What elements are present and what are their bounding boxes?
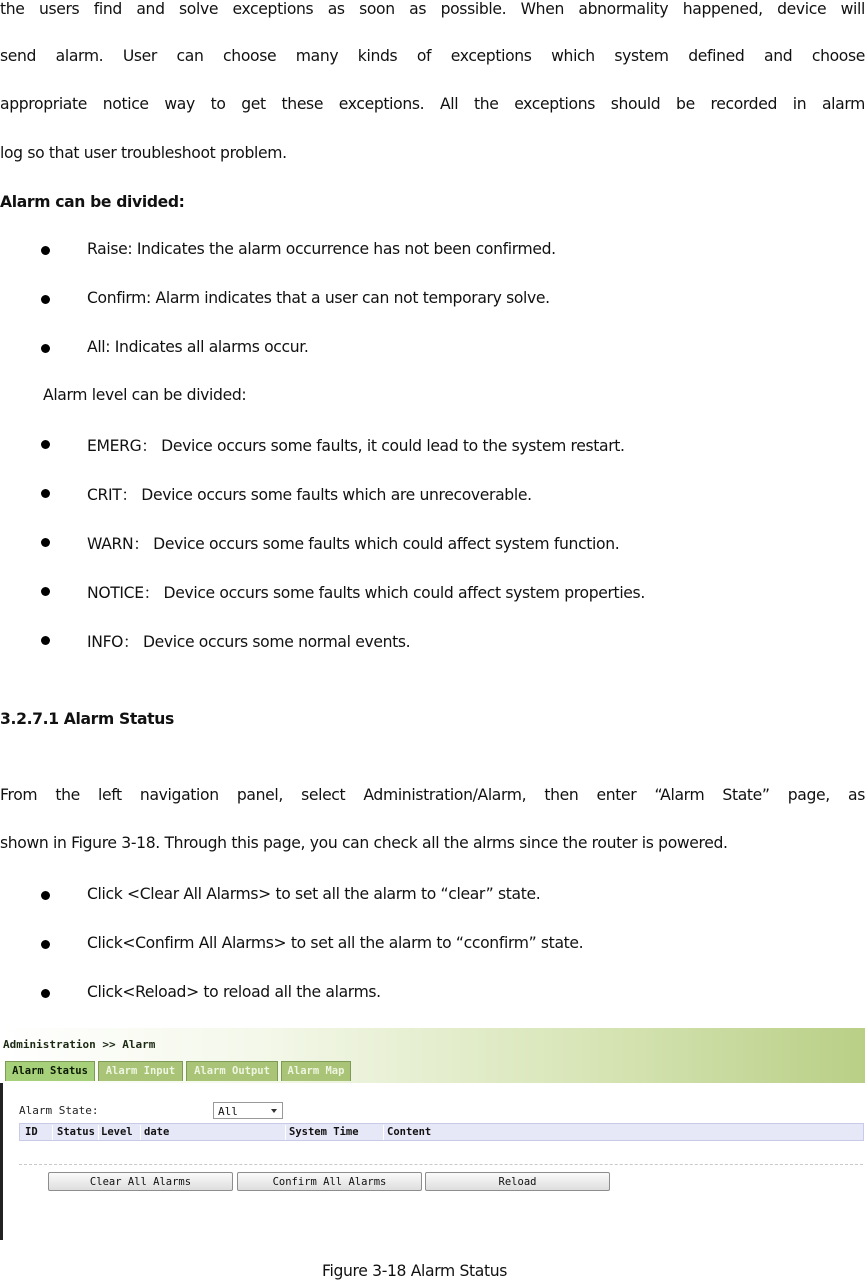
bullet-icon [41, 295, 50, 304]
level-crit: CRIT： Device occurs some faults which are unrecoverable. [87, 486, 532, 504]
bullet-icon [41, 587, 50, 596]
tab-alarm-map[interactable]: Alarm Map [281, 1061, 351, 1081]
alarm-type-confirm: Confirm: Alarm indicates that a user can not temporary solve. [87, 289, 550, 307]
level-emerg: EMERG： Device occurs some faults, it could lead to the system restart. [87, 437, 625, 455]
col-content: Content [387, 1126, 432, 1138]
level-warn: WARN： Device occurs some faults which could affect system function. [87, 535, 620, 553]
action-confirm: Click<Confirm All Alarms> to set all the alarm to “cconfirm” state. [87, 934, 584, 952]
bullet-icon [41, 246, 50, 255]
alarm-type-raise: Raise: Indicates the alarm occurrence has not been confirmed. [87, 240, 556, 258]
alarm-state-select[interactable] [213, 1102, 283, 1119]
divider [19, 1164, 865, 1165]
tab-alarm-status[interactable]: Alarm Status [5, 1061, 95, 1081]
bullet-icon [41, 636, 50, 645]
section-line-2: shown in Figure 3-18. Through this page, you can check all the alrms since the router is powered. [0, 834, 728, 852]
bullet-icon [41, 344, 50, 353]
col-level: Level [101, 1126, 133, 1138]
reload-button[interactable]: Reload [425, 1172, 610, 1191]
bullet-icon [41, 989, 50, 998]
figure-caption: Figure 3-18 Alarm Status [322, 1262, 508, 1280]
column-separator [285, 1125, 286, 1140]
bullet-icon [41, 940, 50, 949]
level-notice: NOTICE： Device occurs some faults which could affect system properties. [87, 584, 645, 602]
alarm-type-all: All: Indicates all alarms occur. [87, 338, 309, 356]
col-date: date [144, 1126, 170, 1138]
confirm-all-alarms-button[interactable]: Confirm All Alarms [237, 1172, 422, 1191]
breadcrumb: Administration >> Alarm [3, 1038, 156, 1051]
tab-alarm-output[interactable]: Alarm Output [186, 1061, 278, 1081]
clear-all-alarms-button[interactable]: Clear All Alarms [48, 1172, 233, 1191]
screenshot-header [0, 1028, 865, 1083]
tab-alarm-input[interactable]: Alarm Input [98, 1061, 183, 1081]
intro-line-3: appropriate notice way to get these exceptions. All the exceptions should be recorded in alarm [0, 95, 865, 113]
intro-line-1: the users find and solve exceptions as soon as possible. When abnormality happened, device will [0, 0, 865, 18]
action-reload: Click<Reload> to reload all the alarms. [87, 983, 381, 1001]
alarm-state-label: Alarm State: [19, 1104, 99, 1117]
column-separator [52, 1125, 53, 1140]
level-heading: Alarm level can be divided: [43, 386, 247, 404]
level-info: INFO： Device occurs some normal events. [87, 633, 411, 651]
bullet-icon [41, 489, 50, 498]
column-separator [383, 1125, 384, 1140]
column-separator [98, 1125, 99, 1140]
alarm-divided-heading: Alarm can be divided: [0, 193, 185, 211]
chevron-down-icon [271, 1109, 277, 1113]
bullet-icon [41, 538, 50, 547]
col-id: ID [25, 1126, 38, 1138]
col-status: Status [57, 1126, 95, 1138]
intro-line-4: log so that user troubleshoot problem. [0, 144, 287, 162]
bullet-icon [41, 891, 50, 900]
alarm-status-screenshot [0, 1028, 865, 1240]
section-line-1: From the left navigation panel, select Administration/Alarm, then enter “Alarm State” page, as [0, 786, 865, 804]
alarm-state-value: All [218, 1105, 238, 1118]
column-separator [140, 1125, 141, 1140]
col-system-time: System Time [289, 1126, 359, 1138]
screenshot-body [0, 1083, 865, 1240]
action-clear: Click <Clear All Alarms> to set all the alarm to “clear” state. [87, 885, 541, 903]
intro-line-2: send alarm. User can choose many kinds of exceptions which system defined and choose [0, 47, 865, 65]
alarm-table-header [19, 1123, 864, 1141]
bullet-icon [41, 440, 50, 449]
section-title: 3.2.7.1 Alarm Status [0, 710, 174, 728]
